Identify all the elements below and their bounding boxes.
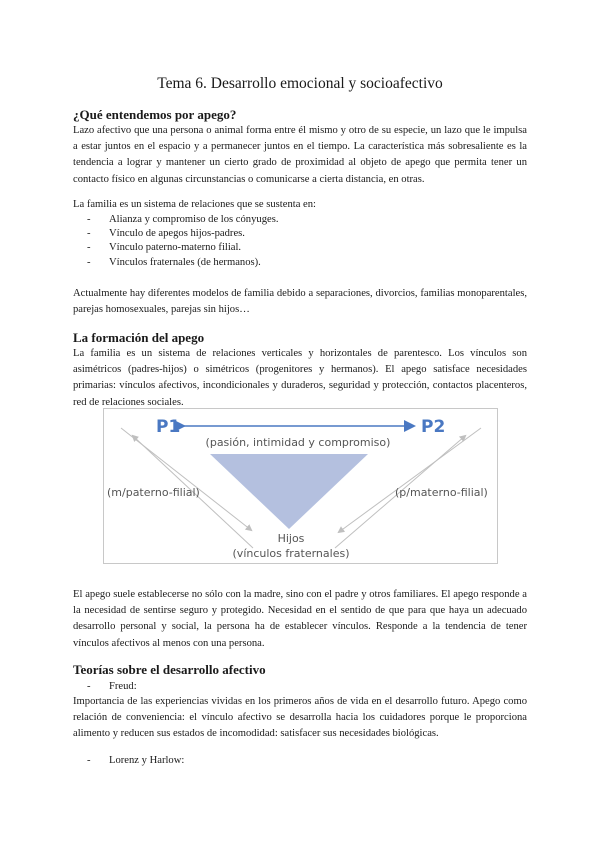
top-label: (pasión, intimidad y compromiso) xyxy=(205,436,391,449)
paragraph-freud: Importancia de las experiencias vividas en los primeros años de vida en el desarrollo futuro. Apego como relación de conveniencia: el vínculo afectivo se desarrolla hacia los cuidadores porque le proporciona alimento y reducen sus estados de incomodidad: satisfacer sus necesidades biológicas. xyxy=(73,696,527,740)
page-title: Tema 6. Desarrollo emocional y socioafectivo xyxy=(157,75,443,92)
list-item-freud: - Freud: xyxy=(87,681,137,692)
list-item: - Vínculos fraternales (de hermanos). xyxy=(87,257,261,268)
p2-label: P2 xyxy=(421,417,446,437)
section-heading-apego: ¿Qué entendemos por apego? xyxy=(73,107,237,122)
bottom-label-fraternales: (vínculos fraternales) xyxy=(232,547,350,560)
paragraph-modelos-familia: Actualmente hay diferentes modelos de familia debido a separaciones, divorcios, familias monoparentales, parejas homosexuales, parejas sin hijos… xyxy=(73,288,527,316)
list-item: - Vínculo de apegos hijos-padres. xyxy=(87,228,245,239)
diagram-svg xyxy=(103,408,498,564)
paragraph-definicion-apego: Lazo afectivo que una persona o animal forma entre él mismo y otro de su especie, un lazo que le impulsa a estar juntos en el espacio y a permanecer juntos en el tiempo. La característica más sobresaliente es la tendencia a lograr y mantener un cierto grado de proximidad al objeto de apego que permita tener un contacto físico en algunas circunstancias o comunicarse a cierta distancia, en otras. xyxy=(73,125,527,185)
p1-label: P1 xyxy=(156,417,181,437)
list-item: - Vínculo paterno-materno filial. xyxy=(87,242,242,253)
family-relations-diagram xyxy=(103,408,498,564)
section-heading-formacion: La formación del apego xyxy=(73,330,205,345)
paragraph-familia-sistema: La familia es un sistema de relaciones que se sustenta en: xyxy=(73,199,316,210)
section-heading-teorias: Teorías sobre el desarrollo afectivo xyxy=(73,662,266,677)
left-label: (m/paterno-filial) xyxy=(107,486,200,499)
list-item-lorenz-harlow: - Lorenz y Harlow: xyxy=(87,755,185,766)
paragraph-sistema-relaciones: La familia es un sistema de relaciones verticales y horizontales de parentesco. Los vínculos son asimétricos (padres-hijos) o simétricos (progenitores y hermanos). El apego satisface necesidades primarias: vínculos afectivos, incondicionales y duraderos, seguridad y protección, contactos placenteros, red de relaciones sociales. xyxy=(73,348,527,408)
paragraph-apego-familiares: El apego suele establecerse no sólo con la madre, sino con el padre y otros familiares. El apego responde a la necesidad de sentirse seguro y protegido. Necesidad en el sentido de que para que haya un adecuado desarrollo personal y social, la persona ha de establecer vínculos. Responde a la tendencia de tener vínculos afectivos al menos con una persona. xyxy=(73,589,527,649)
bottom-label-hijos: Hijos xyxy=(277,532,305,545)
list-item: - Alianza y compromiso de los cónyuges. xyxy=(87,214,279,225)
right-label: (p/materno-filial) xyxy=(395,486,488,499)
